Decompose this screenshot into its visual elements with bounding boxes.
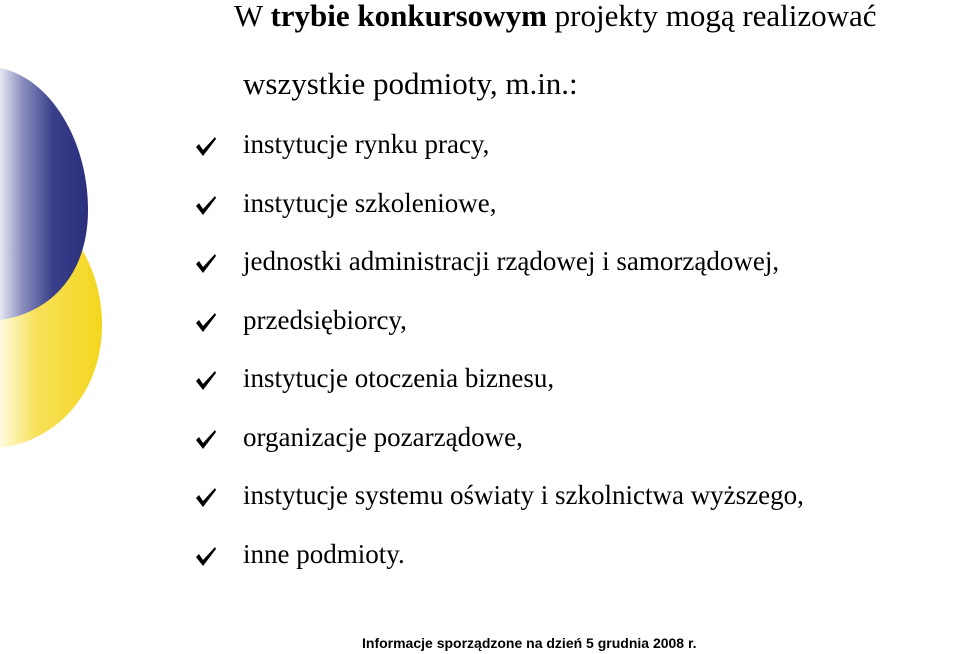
bullet-text: organizacje pozarządowe, [243,421,523,452]
checkmark-icon [194,311,218,333]
heading-second-line: wszystkie podmioty, m.in.: [243,66,578,101]
slide-heading [234,0,877,36]
decorative-shape [0,0,110,460]
bullet-text: instytucje otoczenia biznesu, [243,363,555,393]
checkmark-icon [194,135,218,157]
bullet-text: jednostki administracji rządowej i samorządowej, [243,246,780,276]
heading-bold-phrase: trybie konkursowym [270,0,547,33]
checkmark-icon [194,428,218,450]
bullet-text: inne podmioty. [243,538,405,569]
heading-prefix: W [234,0,271,33]
footer-note: Informacje sporządzone na dzień 5 grudnia 2008 r. [362,635,697,651]
bullet-text: instytucje rynku pracy, [243,129,490,159]
checkmark-icon [194,252,218,274]
bullet-text: instytucje systemu oświaty i szkolnictwa wyższego, [243,480,804,510]
bullet-text: instytucje szkoleniowe, [243,187,497,218]
checkmark-icon [194,545,218,567]
checkmark-icon [194,369,218,391]
checkmark-icon [194,486,218,508]
heading-suffix: projekty mogą realizować [546,0,877,33]
bullet-text: przedsiębiorcy, [243,304,407,335]
checkmark-icon [194,194,218,216]
